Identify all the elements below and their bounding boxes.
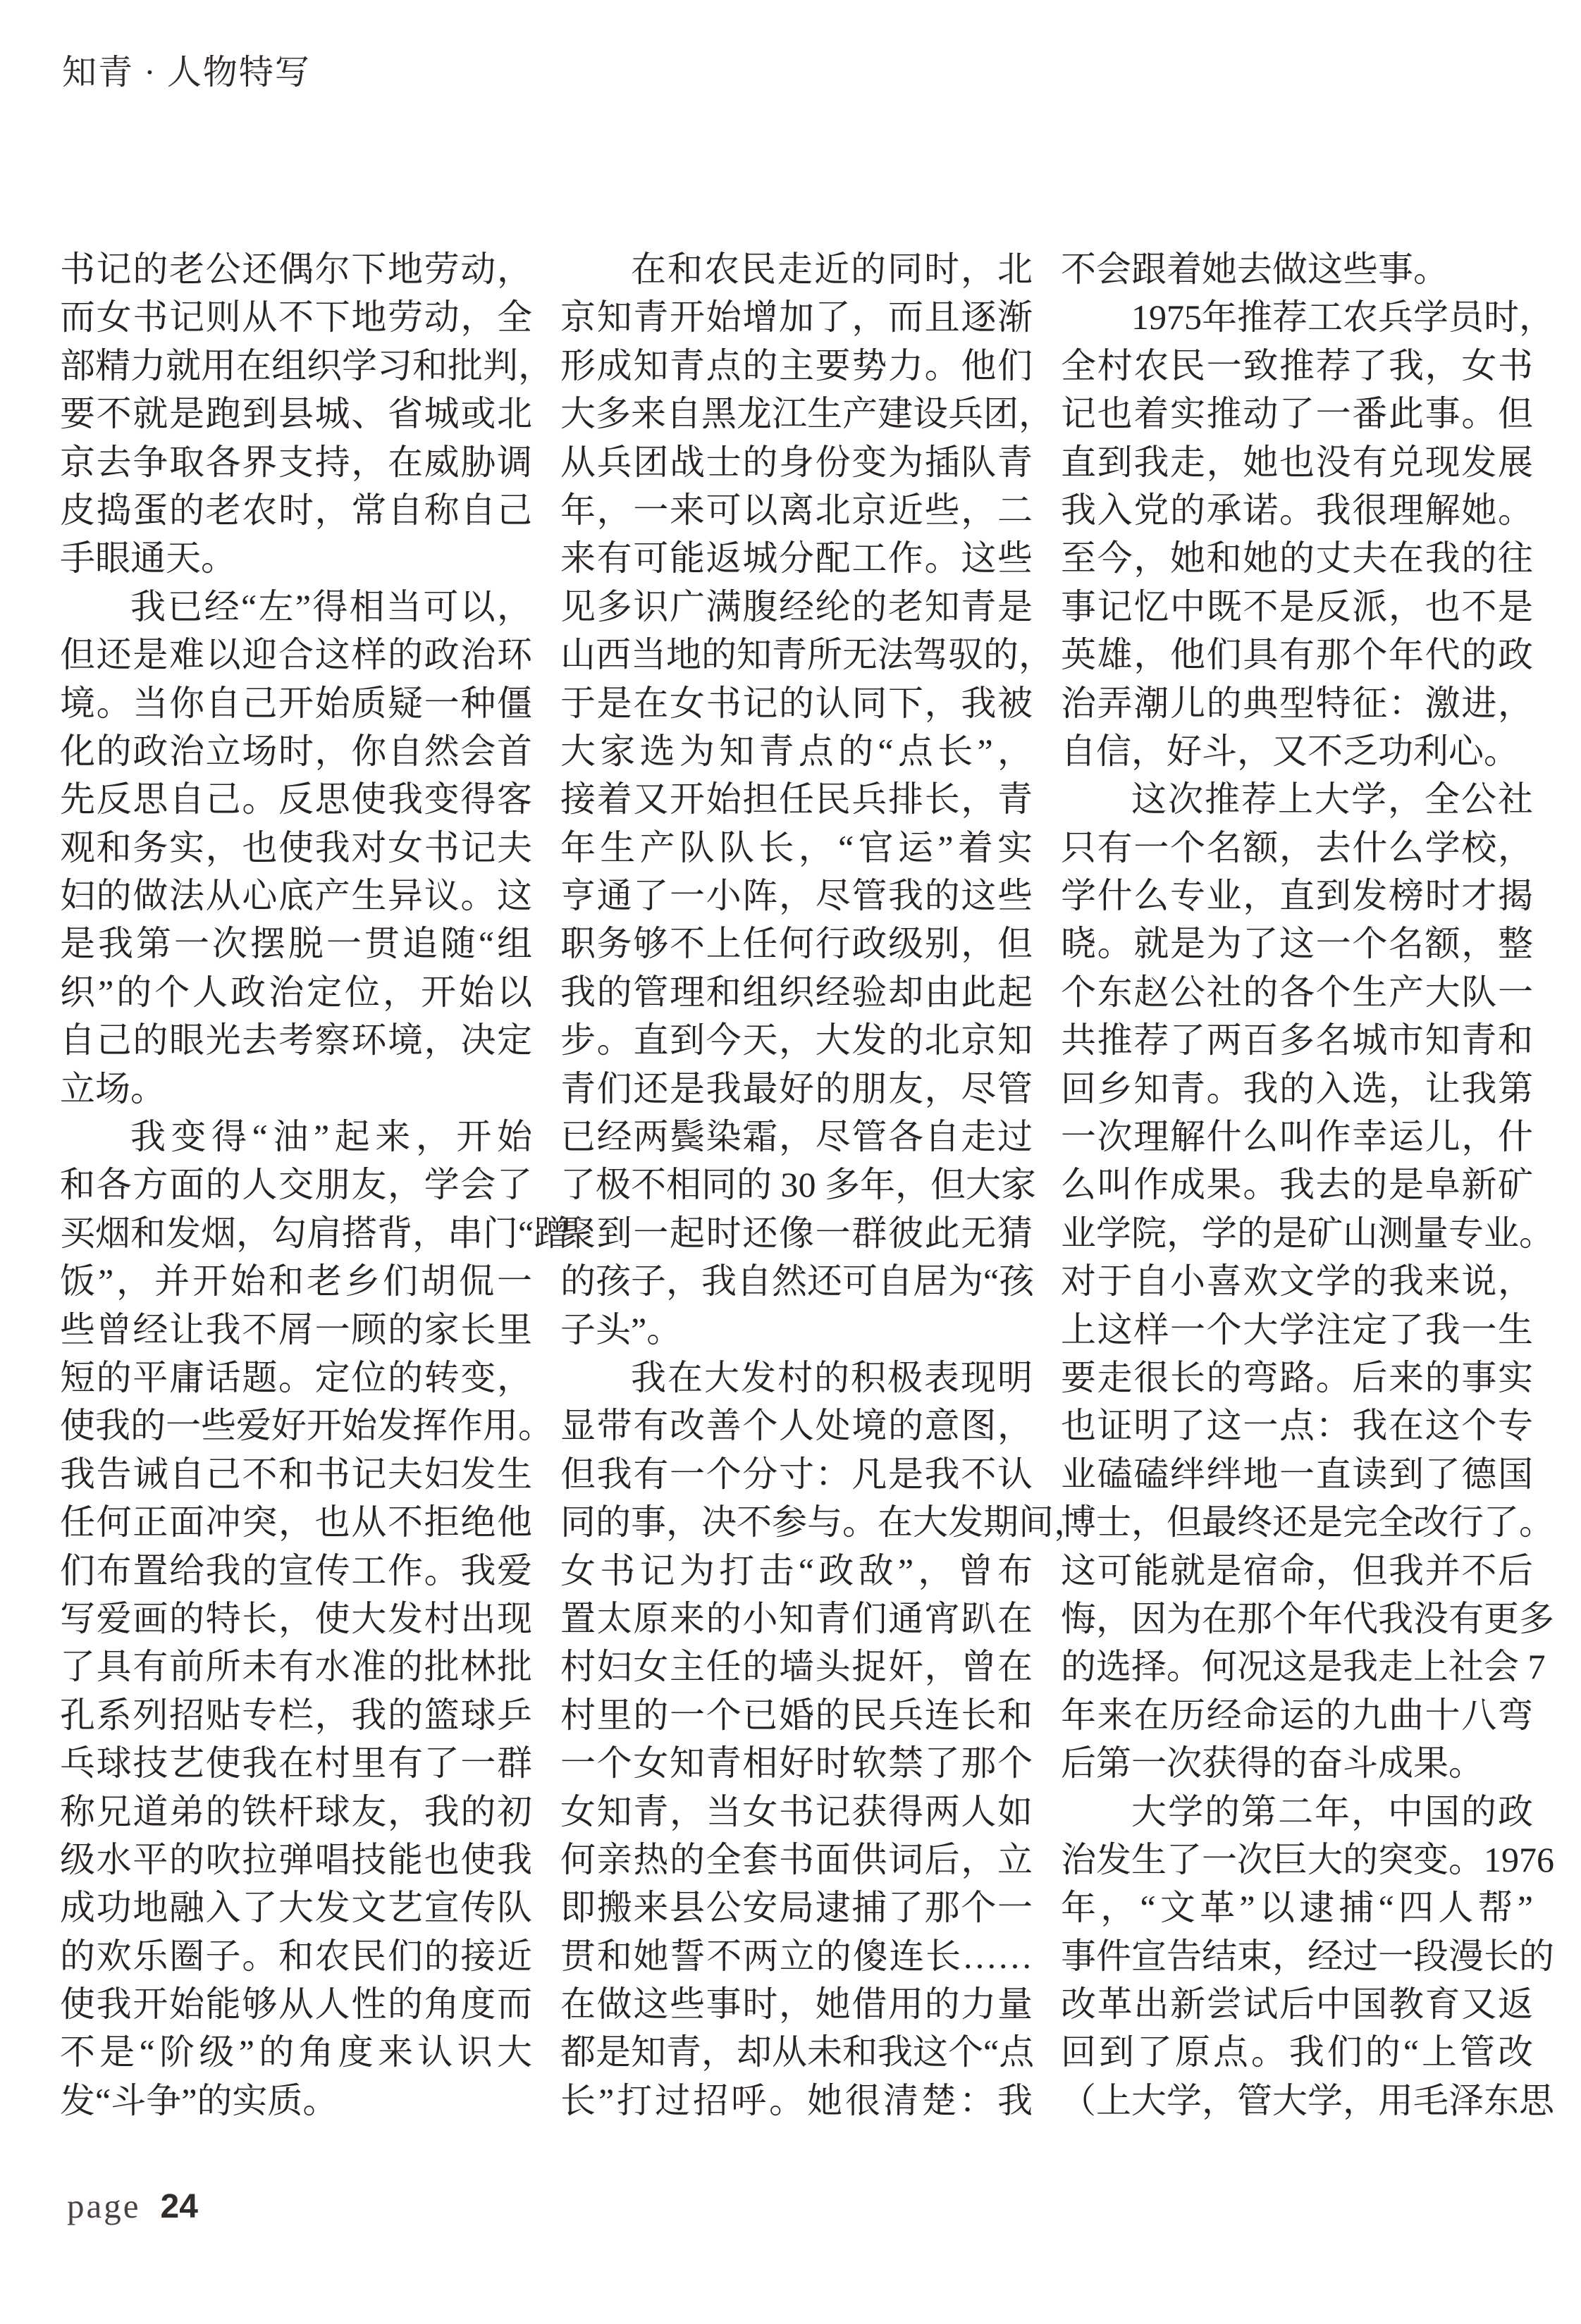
text-line: 的孩子，我自然还可自居为“孩 bbox=[560, 1261, 1035, 1302]
text-line: 对于自小喜欢文学的我来说， bbox=[1061, 1261, 1533, 1302]
text-line: 聚到一起时还像一群彼此无猜 bbox=[560, 1213, 1033, 1253]
text-line: 一个女知青相好时软禁了那个 bbox=[560, 1743, 1033, 1784]
text-line: 村妇女主任的墙头捉奸，曾在 bbox=[560, 1647, 1033, 1687]
text-line: 治弄潮儿的典型特征：激进， bbox=[1061, 683, 1533, 723]
text-line: 业磕磕绊绊地一直读到了德国 bbox=[1061, 1454, 1533, 1494]
text-line: 已经两鬓染霜，尽管各自走过 bbox=[560, 1117, 1033, 1157]
text-line: 治发生了一次巨大的突变。1976 bbox=[1061, 1839, 1554, 1879]
text-line: 村里的一个已婚的民兵连长和 bbox=[560, 1695, 1033, 1735]
text-line: 女书记为打击“政敌”，曾布 bbox=[560, 1550, 1033, 1590]
text-line: 称兄道弟的铁杆球友，我的初 bbox=[60, 1791, 532, 1831]
text-line: 先反思自己。反思使我变得客 bbox=[60, 779, 532, 820]
text-line: 皮捣蛋的老农时，常自称自己 bbox=[60, 490, 532, 530]
text-line: 共推荐了两百多名城市知青和 bbox=[1061, 1020, 1533, 1061]
text-line: 不会跟着她去做这些事。 bbox=[1061, 249, 1448, 289]
text-line: 全村农民一致推荐了我，女书 bbox=[1061, 345, 1533, 385]
page-footer bbox=[67, 2186, 198, 2226]
text-line: 即搬来县公安局逮捕了那个一 bbox=[560, 1888, 1033, 1928]
section-header bbox=[62, 52, 311, 93]
text-line: 只有一个名额，去什么学校， bbox=[1061, 827, 1533, 867]
text-line: 亨通了一小阵，尽管我的这些 bbox=[560, 876, 1033, 916]
text-line: 直到我走，她也没有兑现发展 bbox=[1061, 442, 1533, 482]
text-line: 手眼通天。 bbox=[60, 538, 236, 579]
text-line: 些曾经让我不屑一顾的家长里 bbox=[60, 1309, 532, 1349]
text-line: 大家选为知青点的“点长”， bbox=[560, 731, 1033, 771]
text-line: 回乡知青。我的入选，让我第 bbox=[1061, 1068, 1533, 1108]
text-line: 但还是难以迎合这样的政治环 bbox=[60, 635, 532, 675]
text-line: 事记忆中既不是反派，也不是 bbox=[1061, 586, 1533, 626]
text-line: 长”打过招呼。她很清楚：我 bbox=[560, 2080, 1033, 2120]
text-line: 观和务实，也使我对女书记夫 bbox=[60, 827, 532, 867]
text-line: 都是知青，却从未和我这个“点 bbox=[560, 2032, 1035, 2072]
text-line: 一次理解什么叫作幸运儿，什 bbox=[1061, 1117, 1533, 1157]
text-line: 任何正面冲突，也从不拒绝他 bbox=[60, 1502, 532, 1543]
text-line: 置太原来的小知青们通宵趴在 bbox=[560, 1598, 1033, 1638]
text-line: 也证明了这一点：我在这个专 bbox=[1061, 1406, 1533, 1446]
text-line: 和各方面的人交朋友，学会了 bbox=[60, 1165, 532, 1205]
text-line: 形成知青点的主要势力。他们 bbox=[560, 345, 1033, 385]
text-line: 但我有一个分寸：凡是我不认 bbox=[560, 1454, 1033, 1494]
text-line: 书记的老公还偶尔下地劳动， bbox=[60, 249, 532, 289]
text-line: 短的平庸话题。定位的转变， bbox=[60, 1357, 532, 1397]
text-line: 年，一来可以离北京近些，二 bbox=[560, 490, 1033, 530]
text-line: 我入党的承诺。我很理解她。 bbox=[1061, 490, 1533, 530]
text-line: 境。当你自己开始质疑一种僵 bbox=[60, 683, 532, 723]
text-line: 成功地融入了大发文艺宣传队 bbox=[60, 1888, 532, 1928]
text-line: 买烟和发烟，勾肩搭背，串门“蹭 bbox=[60, 1213, 570, 1253]
text-line: 大学的第二年，中国的政 bbox=[1131, 1791, 1533, 1831]
text-line: 大多来自黑龙江生产建设兵团， bbox=[560, 394, 1054, 434]
text-line: 在和农民走近的同时，北 bbox=[631, 249, 1033, 289]
text-line: 至今，她和她的丈夫在我的往 bbox=[1061, 538, 1533, 579]
text-line: 学什么专业，直到发榜时才揭 bbox=[1061, 876, 1533, 916]
text-line: 何亲热的全套书面供词后，立 bbox=[560, 1839, 1033, 1879]
page-label: page bbox=[67, 2187, 141, 2225]
section-title: 知青 · 人物特写 bbox=[62, 53, 311, 92]
text-line: 于是在女书记的认同下，我被 bbox=[560, 683, 1033, 723]
text-line: 英雄，他们具有那个年代的政 bbox=[1061, 635, 1533, 675]
text-line: 年生产队队长，“官运”着实 bbox=[560, 827, 1033, 867]
text-line: 使我开始能够从人性的角度而 bbox=[60, 1984, 532, 2025]
text-line: 这可能就是宿命，但我并不后 bbox=[1061, 1550, 1533, 1590]
text-column-left bbox=[60, 245, 570, 2125]
text-line: 不是“阶级”的角度来认识大 bbox=[60, 2032, 532, 2072]
text-line: 接着又开始担任民兵排长，青 bbox=[560, 779, 1033, 820]
text-line: （上大学，管大学，用毛泽东思 bbox=[1061, 2080, 1554, 2120]
text-line: 妇的做法从心底产生异议。这 bbox=[60, 876, 532, 916]
text-line: 这次推荐上大学，全公社 bbox=[1131, 779, 1533, 820]
text-line: 年来在历经命运的九曲十八弯 bbox=[1061, 1695, 1533, 1735]
text-line: 是我第一次摆脱一贯追随“组 bbox=[60, 924, 532, 964]
page-number: 24 bbox=[160, 2188, 198, 2225]
text-line: 么叫作成果。我去的是阜新矿 bbox=[1061, 1165, 1533, 1205]
text-line: 贯和她誓不两立的傻连长…… bbox=[560, 1936, 1033, 1976]
text-column-middle bbox=[560, 245, 1089, 2125]
text-line: 我已经“左”得相当可以， bbox=[130, 586, 532, 626]
text-line: 化的政治立场时，你自然会首 bbox=[60, 731, 532, 771]
text-line: 晓。就是为了这一个名额，整 bbox=[1061, 924, 1533, 964]
text-line: 我的管理和组织经验却由此起 bbox=[560, 972, 1033, 1012]
text-line: 我告诫自己不和书记夫妇发生 bbox=[60, 1454, 532, 1494]
text-line: 博士，但最终还是完全改行了。 bbox=[1061, 1502, 1554, 1543]
text-line: 职务够不上任何行政级别，但 bbox=[560, 924, 1033, 964]
text-line: 的选择。何况这是我走上社会 7 bbox=[1061, 1647, 1546, 1687]
text-column-right bbox=[1061, 245, 1554, 2125]
text-line: 饭”，并开始和老乡们胡侃一 bbox=[60, 1261, 532, 1302]
text-line: 显带有改善个人处境的意图， bbox=[560, 1406, 1033, 1446]
text-line: 自己的眼光去考察环境，决定 bbox=[60, 1020, 532, 1061]
text-line: 事件宣告结束，经过一段漫长的 bbox=[1061, 1936, 1554, 1976]
text-line: 写爱画的特长，使大发村出现 bbox=[60, 1598, 532, 1638]
text-line: 同的事，决不参与。在大发期间， bbox=[560, 1502, 1089, 1543]
text-line: 级水平的吹拉弹唱技能也使我 bbox=[60, 1839, 532, 1879]
text-line: 后第一次获得的奋斗成果。 bbox=[1061, 1743, 1484, 1784]
text-line: 山西当地的知青所无法驾驭的， bbox=[560, 635, 1054, 675]
text-line: 1975年推荐工农兵学员时， bbox=[1131, 297, 1554, 338]
text-line: 从兵团战士的身份变为插队青 bbox=[560, 442, 1033, 482]
text-line: 见多识广满腹经纶的老知青是 bbox=[560, 586, 1033, 626]
text-line: 我变得“油”起来，开始 bbox=[130, 1117, 532, 1157]
text-line: 个东赵公社的各个生产大队一 bbox=[1061, 972, 1533, 1012]
text-line: 回到了原点。我们的“上管改 bbox=[1061, 2032, 1533, 2072]
text-line: 记也着实推动了一番此事。但 bbox=[1061, 394, 1533, 434]
text-line: 织”的个人政治定位，开始以 bbox=[60, 972, 532, 1012]
text-line: 业学院，学的是矿山测量专业。 bbox=[1061, 1213, 1554, 1253]
text-line: 自信，好斗，又不乏功利心。 bbox=[1061, 731, 1519, 771]
text-line: 的欢乐圈子。和农民们的接近 bbox=[60, 1936, 532, 1976]
text-line: 京知青开始增加了，而且逐渐 bbox=[560, 297, 1033, 338]
text-line: 使我的一些爱好开始发挥作用。 bbox=[60, 1406, 553, 1446]
text-line: 女知青，当女书记获得两人如 bbox=[560, 1791, 1033, 1831]
text-line: 们布置给我的宣传工作。我爱 bbox=[60, 1550, 532, 1590]
text-line: 了极不相同的 30 多年，但大家 bbox=[560, 1165, 1036, 1205]
text-line: 了具有前所未有水准的批林批 bbox=[60, 1647, 532, 1687]
text-line: 来有可能返城分配工作。这些 bbox=[560, 538, 1033, 579]
text-line: 上这样一个大学注定了我一生 bbox=[1061, 1309, 1533, 1349]
text-line: 要不就是跑到县城、省城或北 bbox=[60, 394, 532, 434]
text-line: 年，“文革”以逮捕“四人帮” bbox=[1061, 1888, 1533, 1928]
text-line: 京去争取各界支持，在威胁调 bbox=[60, 442, 532, 482]
text-line: 而女书记则从不下地劳动，全 bbox=[60, 297, 532, 338]
text-line: 发“斗争”的实质。 bbox=[60, 2080, 338, 2120]
text-line: 乓球技艺使我在村里有了一群 bbox=[60, 1743, 532, 1784]
text-line: 步。直到今天，大发的北京知 bbox=[560, 1020, 1033, 1061]
text-line: 在做这些事时，她借用的力量 bbox=[560, 1984, 1033, 2025]
text-line: 青们还是我最好的朋友，尽管 bbox=[560, 1068, 1033, 1108]
text-line: 我在大发村的积极表现明 bbox=[631, 1357, 1033, 1397]
text-line: 悔，因为在那个年代我没有更多 bbox=[1061, 1598, 1554, 1638]
text-line: 立场。 bbox=[60, 1068, 166, 1108]
text-line: 孔系列招贴专栏，我的篮球乒 bbox=[60, 1695, 532, 1735]
text-line: 子头”。 bbox=[560, 1309, 682, 1349]
text-line: 部精力就用在组织学习和批判， bbox=[60, 345, 553, 385]
text-line: 要走很长的弯路。后来的事实 bbox=[1061, 1357, 1533, 1397]
text-line: 改革出新尝试后中国教育又返 bbox=[1061, 1984, 1533, 2025]
